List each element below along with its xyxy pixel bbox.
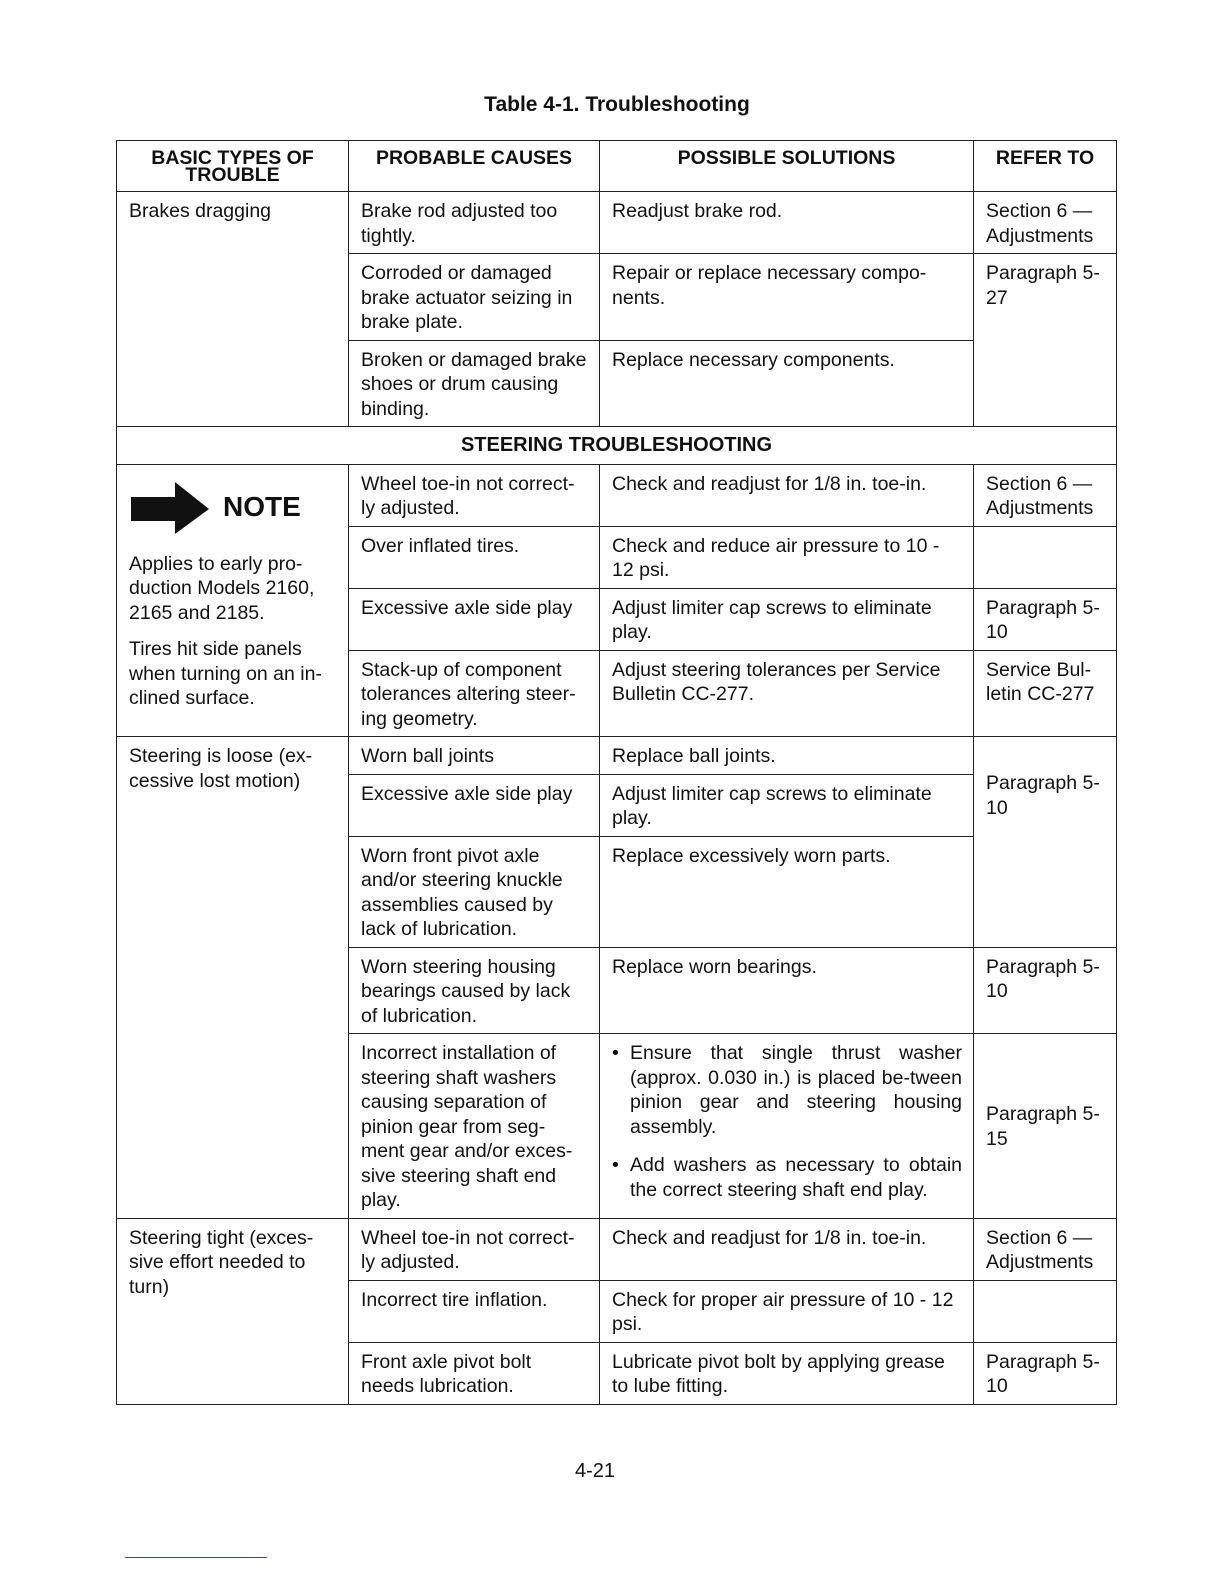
cause-cell: Brake rod adjusted too tightly.: [349, 192, 600, 254]
refer-cell: Section 6 — Adjustments: [974, 1218, 1117, 1280]
cause-cell: Worn ball joints: [349, 737, 600, 775]
solution-cell: Check for proper air pressure of 10 - 12 psi.: [600, 1280, 974, 1342]
solution-cell: Adjust steering tolerances per Service Bulletin CC-277.: [600, 650, 974, 737]
solution-cell: Check and reduce air pressure to 10 - 12 psi.: [600, 526, 974, 588]
solution-cell: Repair or replace necessary compo-nents.: [600, 254, 974, 341]
solution-cell: Adjust limiter cap screws to eliminate play.: [600, 774, 974, 836]
refer-cell: Section 6 — Adjustments: [974, 192, 1117, 254]
cause-cell: Broken or damaged brake shoes or drum causing binding.: [349, 340, 600, 427]
page-number: 4-21: [574, 1460, 616, 1482]
solution-cell: Readjust brake rod.: [600, 192, 974, 254]
refer-cell: Section 6 — Adjustments: [974, 464, 1117, 526]
trouble-cell: Steering tight (exces-sive effort needed to turn): [117, 1218, 349, 1404]
refer-cell: Service Bul-letin CC-277: [974, 650, 1117, 737]
trouble-cell: Brakes dragging: [117, 192, 349, 427]
note-header: [131, 482, 337, 534]
solution-cell: Adjust limiter cap screws to eliminate play.: [600, 588, 974, 650]
header-probable-causes: PROBABLE CAUSES: [349, 141, 600, 192]
trouble-cell: Steering is loose (ex-cessive lost motion): [117, 737, 349, 1219]
solution-cell: Check and readjust for 1/8 in. toe-in.: [600, 464, 974, 526]
section-heading-row: [117, 427, 1117, 465]
table-row: [117, 737, 1117, 775]
solution-cell: [600, 1034, 974, 1219]
note-text: Applies to early pro-duction Models 2160, 2165 and 2185.: [129, 552, 315, 624]
table-row: [117, 1218, 1117, 1280]
header-row: [117, 141, 1117, 192]
header-possible-solutions: POSSIBLE SOLUTIONS: [600, 141, 974, 192]
note-label: NOTE: [223, 491, 301, 523]
solution-bullet: • Add washers as necessary to obtain the correct steering shaft end play.: [612, 1153, 962, 1202]
section-heading: STEERING TROUBLESHOOTING: [117, 427, 1117, 465]
cause-cell: Incorrect tire inflation.: [349, 1280, 600, 1342]
cause-cell: Wheel toe-in not correct-ly adjusted.: [349, 1218, 600, 1280]
arrow-right-icon: [131, 482, 209, 534]
cause-cell: Excessive axle side play: [349, 588, 600, 650]
refer-cell: Paragraph 5-15: [974, 1034, 1117, 1219]
cause-cell: Front axle pivot bolt needs lubrication.: [349, 1342, 600, 1404]
table-row: [117, 192, 1117, 254]
solution-cell: Replace worn bearings.: [600, 947, 974, 1034]
solution-cell: Lubricate pivot bolt by applying grease to lube fitting.: [600, 1342, 974, 1404]
cause-cell: Worn front pivot axle and/or steering knuckle assemblies caused by lack of lubrication.: [349, 836, 600, 947]
refer-cell: Paragraph 5-10: [974, 1342, 1117, 1404]
solution-cell: Replace excessively worn parts.: [600, 836, 974, 947]
footer-rule: [125, 1557, 267, 1558]
solution-bullet: • Ensure that single thrust washer (approx. 0.030 in.) is placed be-tween pinion gear and steering housing assembly.: [612, 1041, 962, 1139]
refer-cell: Paragraph 5-10: [974, 588, 1117, 650]
refer-cell: Paragraph 5-27: [974, 254, 1117, 427]
note-cell: [117, 464, 349, 737]
solution-cell: Replace necessary components.: [600, 340, 974, 427]
cause-cell: Corroded or damaged brake actuator seizing in brake plate.: [349, 254, 600, 341]
refer-cell: [974, 1280, 1117, 1342]
cause-cell: Wheel toe-in not correct-ly adjusted.: [349, 464, 600, 526]
cause-cell: Incorrect installation of steering shaft washers causing separation of pinion gear from seg-ment gear and/or exces-sive steering shaft end play.: [349, 1034, 600, 1219]
cause-cell: Over inflated tires.: [349, 526, 600, 588]
refer-cell: Paragraph 5-10: [974, 737, 1117, 948]
table-title: Table 4-1. Troubleshooting: [484, 93, 750, 116]
header-refer-to: REFER TO: [974, 141, 1117, 192]
cause-cell: Excessive axle side play: [349, 774, 600, 836]
refer-cell: [974, 526, 1117, 588]
note-text: Tires hit side panels when turning on an in-clined surface.: [129, 638, 322, 709]
solution-cell: Check and readjust for 1/8 in. toe-in.: [600, 1218, 974, 1280]
solution-cell: Replace ball joints.: [600, 737, 974, 775]
table-row: [117, 464, 1117, 526]
cause-cell: Stack-up of component tolerances altering steer-ing geometry.: [349, 650, 600, 737]
troubleshooting-table: [116, 140, 1117, 1405]
header-basic-types: BASIC TYPES OF TROUBLE: [117, 141, 349, 192]
refer-cell: Paragraph 5-10: [974, 947, 1117, 1034]
cause-cell: Worn steering housing bearings caused by lack of lubrication.: [349, 947, 600, 1034]
